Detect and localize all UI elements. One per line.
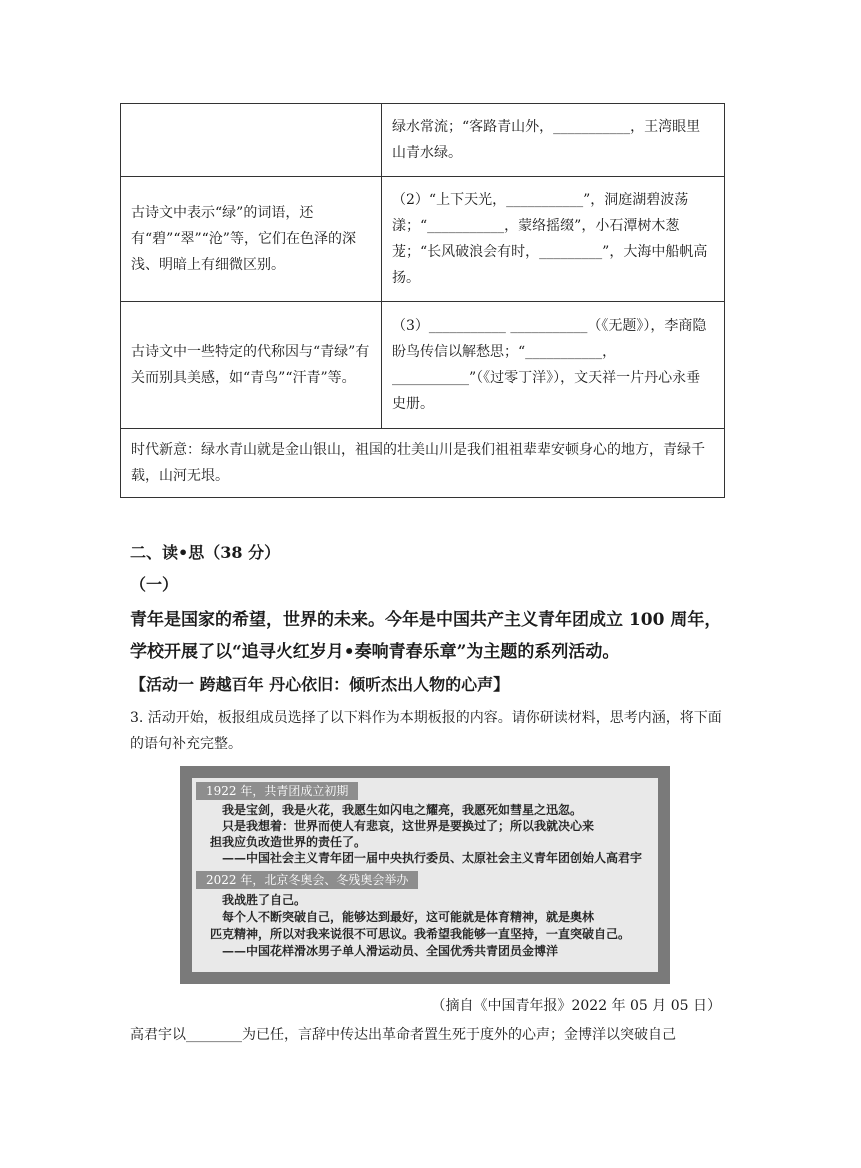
table-row	[121, 177, 725, 302]
subsection-title: （一）	[130, 575, 179, 594]
table-row	[121, 104, 725, 177]
board-line: 匹克精神，所以对我来说很不可思议。我希望我能够一直坚持，一直突破自己。	[210, 927, 631, 941]
board-attribution: ——中国花样滑冰男子单人滑运动员、全国优秀共青团员金博洋	[222, 944, 559, 958]
table-cell: 古诗文中一些特定的代称因与“青绿”有关而别具美感，如“青鸟”“汗青”等。	[121, 302, 382, 429]
table-cell: （3）___________ ___________（《无题》），李商隐盼鸟传信以解愁思；“___________，___________”（《过零丁洋》），文天祥一片丹心永垂史册。	[382, 302, 725, 429]
table-row	[121, 302, 725, 429]
blackboard-panel	[192, 778, 658, 972]
board-line: 我战胜了自己。	[222, 893, 307, 907]
board-attribution: ——中国社会主义青年团一届中央执行委员、太原社会主义青年团创始人高君宇	[222, 851, 643, 865]
blackboard-image	[180, 766, 670, 984]
board-line: 担我应负改造世界的责任了。	[210, 835, 367, 849]
board-line: 我是宝剑，我是火花，我愿生如闪电之耀亮，我愿死如彗星之迅忽。	[222, 803, 583, 817]
activity-heading: 【活动一 跨越百年 丹心依旧：倾听杰出人物的心声】	[130, 675, 510, 694]
table-cell: 古诗文中表示“绿”的词语，还有“碧”“翠”“沧”等，它们在色泽的深浅、明暗上有细微区别。	[121, 177, 382, 302]
board-tag-1922: 1922 年，共青团成立初期	[196, 782, 358, 800]
board-line: 每个人不断突破自己，能够达到最好，这可能就是体育精神，就是奥林	[222, 910, 595, 924]
table-cell-empty	[121, 104, 382, 177]
board-line: 只是我想着：世界而使人有悲哀，这世界是要换过了；所以我就决心来	[222, 819, 595, 833]
section-title: 二、读•思（38 分）	[130, 543, 281, 562]
table-cell: （2）“上下天光，___________”，洞庭湖碧波荡漾；“___________，蒙络摇缀”，小石潭树木葱茏；“长风破浪会有时，_________”，大海中船帆高扬。	[382, 177, 725, 302]
question-3: 3. 活动开始，板报组成员选择了以下料作为本期板报的内容。请你研读材料，思考内涵，将下面的语句补充完整。	[130, 710, 722, 752]
table-cell-note: 时代新意：绿水青山就是金山银山，祖国的壮美山川是我们祖祖辈辈安顿身心的地方，青绿千载，山河无垠。	[121, 429, 725, 498]
board-tag-2022: 2022 年，北京冬奥会、冬残奥会举办	[196, 871, 418, 889]
answer-line: 高君宇以________为已任，言辞中传达出革命者置生死于度外的心声；金博洋以突破自己	[130, 1027, 676, 1043]
source-citation: （摘自《中国青年报》2022 年 05 月 05 日）	[431, 998, 721, 1014]
table-row	[121, 429, 725, 498]
intro-paragraph: 青年是国家的希望，世界的未来。今年是中国共产主义青年团成立 100 周年，学校开展了以“追寻火红岁月•奏响青春乐章”为主题的系列活动。	[130, 610, 722, 662]
table-cell: 绿水常流；“客路青山外，___________，王湾眼里山青水绿。	[382, 104, 725, 177]
poetry-table	[120, 103, 725, 498]
